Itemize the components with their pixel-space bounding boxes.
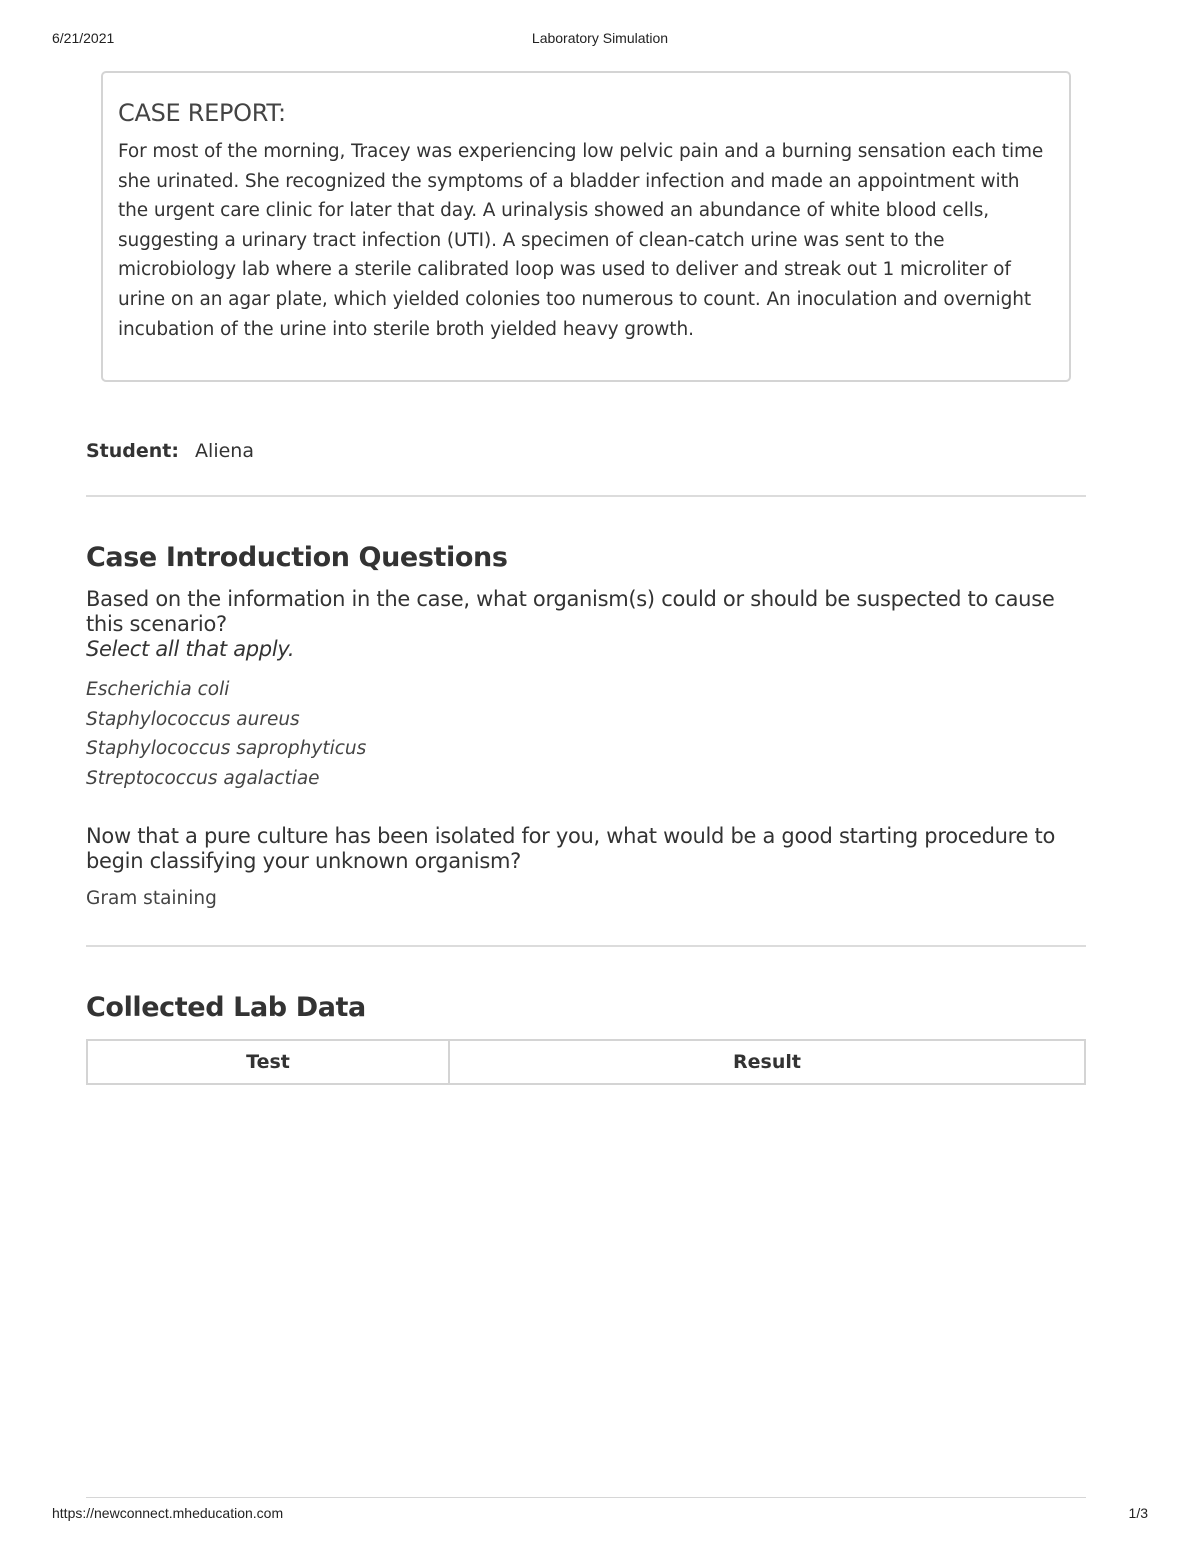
question-1-text: Based on the information in the case, what organism(s) could or should be suspected to cause this scenario?	[86, 587, 1055, 636]
print-url: https://newconnect.mheducation.com	[52, 1505, 284, 1521]
case-report-text: For most of the morning, Tracey was experiencing low pelvic pain and a burning sensation each time she urinated. She recognized the symptoms of a bladder infection and made an appointment with the urgent care clinic for later that day. A urinalysis showed an abundance of white blood cells, suggesting a urinary tract infection (UTI). A specimen of clean-catch urine was sent to the microbiology lab where a sterile calibrated loop was used to deliver and streak out 1 microliter of urine on an agar plate, which yielded colonies too numerous to count. An inoculation and overnight incubation of the urine into sterile broth yielded heavy growth.	[118, 141, 1044, 340]
lab-data-table	[86, 1039, 1086, 1085]
section-divider	[86, 495, 1086, 497]
option-item: Staphylococcus aureus	[86, 708, 300, 730]
option-item: Staphylococcus saprophyticus	[86, 738, 367, 760]
page-number: 1/3	[1128, 1505, 1148, 1521]
option-item: Escherichia coli	[86, 679, 230, 700]
print-header	[0, 30, 1200, 50]
column-header-test: Test	[87, 1040, 449, 1084]
print-date: 6/21/2021	[52, 30, 115, 46]
question-1	[86, 587, 1086, 662]
question-2-answer: Gram staining	[86, 888, 217, 909]
table-header-row	[87, 1040, 1085, 1084]
print-title: Laboratory Simulation	[531, 30, 669, 46]
option-item: Streptococcus agalactiae	[86, 768, 320, 790]
column-header-result: Result	[449, 1040, 1085, 1084]
case-intro-title: Case Introduction Questions	[86, 542, 508, 573]
case-report-title: CASE REPORT:	[118, 99, 286, 127]
student-label: Student:	[86, 440, 179, 462]
question-2-text: Now that a pure culture has been isolated for you, what would be a good starting procedure to begin classifying your unknown organism?	[86, 824, 1056, 873]
case-report-box	[101, 71, 1071, 382]
print-footer	[0, 1505, 1200, 1525]
organism-options	[86, 675, 366, 794]
section-divider	[86, 945, 1086, 947]
student-name: Aliena	[195, 440, 254, 462]
footer-divider	[86, 1497, 1086, 1498]
question-1-instruction: Select all that apply.	[86, 637, 295, 661]
lab-data-title: Collected Lab Data	[86, 992, 366, 1023]
student-line	[86, 440, 254, 462]
